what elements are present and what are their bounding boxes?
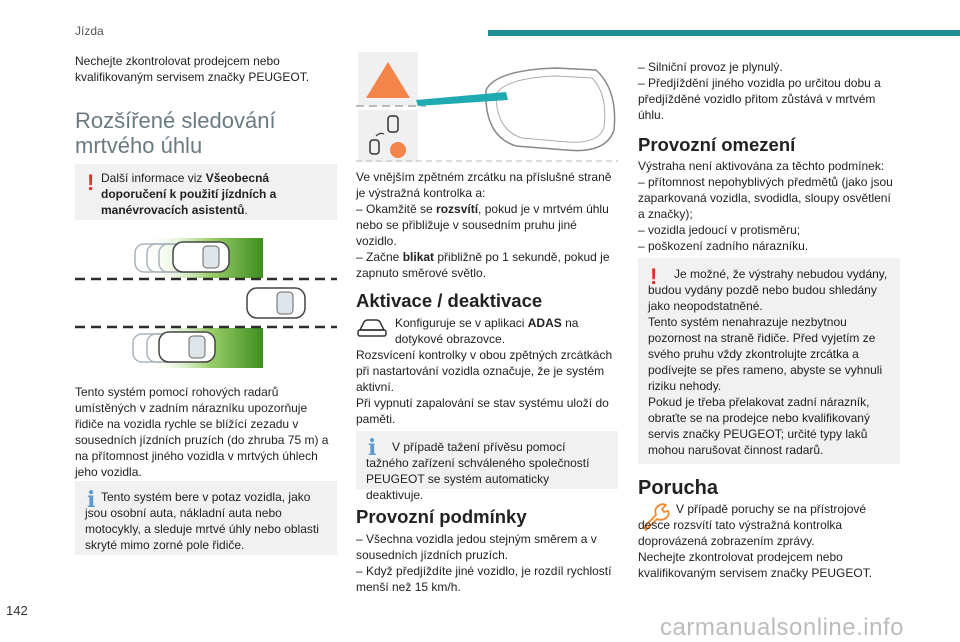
system-description: Tento systém pomocí rohových radarů umístěných v zadním nárazníku upozorňuje řidiče na vozidla rychle se blížící zezadu v sousedních jízdních pruzích (do zhruba 75 m) a na přítomnost jiného vozidla v mrtvých úhlech jeho vozidla. [75, 385, 329, 479]
config-text: Konfiguruje se v aplikaci ADAS na dotykové obrazovce. [395, 316, 579, 346]
blind-spot-illustration [75, 236, 337, 372]
exclamation-icon: ! [650, 264, 658, 289]
fault-text: V případě poruchy se na přístrojové desce rozsvítí tato výstražná kontrolka doprovázená zobrazením zprávy. [638, 502, 867, 548]
limit-1: – přítomnost nepohyblivých předmětů (jako jsou zaparkovaná vozidla, svodidla, sloupy osvětlení a značky); [638, 175, 893, 221]
exclamation-icon: ! [87, 170, 95, 195]
condition-3: – Silniční provoz je plynulý. [638, 60, 783, 74]
heading-activation: Aktivace / deaktivace [356, 290, 543, 311]
list-item-blinks: – Začne blikat přibližně po 1 sekundě, pokud je zapnuto směrové světlo. [356, 250, 610, 280]
running-header: Jízda [75, 24, 104, 38]
condition-1: – Všechna vozidla jedou stejným směrem a v sousedních jízdních pruzích. [356, 532, 597, 562]
condition-2: – Když předjíždíte jiné vozidlo, je rozdíl rychlostí menší než 15 km/h. [356, 564, 612, 594]
watermark: carmanualsonline.info [660, 614, 904, 641]
towing-info-box: i V případě tažení přívěsu pomocí tažného zařízení schváleného společností PEUGEOT se systém automaticky deaktivuje. [356, 431, 618, 489]
warning-box [75, 164, 337, 220]
car-front-icon [356, 316, 388, 340]
limit-2: – vozidla jedoucí v protisměru; [638, 223, 801, 237]
condition-4: – Předjíždění jiného vozidla po určitou dobu a předjížděné vozidlo přitom zůstává v mrtvém úhlu. [638, 76, 881, 122]
heading-fault: Porucha [638, 477, 719, 499]
activation-text: Rozsvícení kontrolky v obou zpětných zrcátkách při nastartování vozidla označuje, že je systém aktivní. [356, 348, 613, 394]
header-accent-bar [488, 30, 960, 36]
page-title: Rozšířené sledování mrtvého úhlu [75, 108, 276, 158]
intro-text: Nechejte zkontrolovat prodejcem nebo kvalifikovaným servisem značky PEUGEOT. [75, 54, 310, 84]
limits-intro: Výstraha není aktivována za těchto podmínek: [638, 159, 885, 173]
mirror-text: Ve vnějším zpětném zrcátku na příslušné straně je výstražná kontrolka a: [356, 170, 612, 200]
limit-3: – poškození zadního nárazníku. [638, 239, 809, 253]
fault-advice: Nechejte zkontrolovat prodejcem nebo kvalifikovaným servisem značky PEUGEOT. [638, 550, 873, 580]
memory-text: Při vypnutí zapalování se stav systému uloží do paměti. [356, 396, 609, 426]
side-mirror-illustration [356, 50, 618, 164]
warning-text: Další informace viz Všeobecná doporučení k použití jízdních a manévrovacích asistentů. [101, 171, 277, 217]
heading-limits: Provozní omezení [638, 134, 796, 155]
info-icon: i [368, 435, 377, 461]
info-icon: i [87, 487, 96, 513]
info-box: i Tento systém bere v potaz vozidla, jako jsou osobní auta, nákladní auta nebo motocykly, a sleduje mrtvé úhly nebo oblasti skryté mimo zorné pole řidiče. [75, 481, 337, 555]
limits-warning-box: ! Je možné, že výstrahy nebudou vydány, budou vydány pozdě nebo budou shledány jako neopodstatněné. Tento systém nenahrazuje nezbytnou pozornost na straně řidiče. Před vyjetím ze svého pruhu vždy zkontrolujte zrcátka a podívejte se přes rameno, abyste se vyhnuli riziku nehody. Pokud je třeba přelakovat zadní nárazník, obraťte se na prodejce nebo kvalifikovaný servis značky PEUGEOT; určité typy laků mohou narušovat činnost radarů. [638, 258, 900, 464]
heading-conditions: Provozní podmínky [356, 506, 527, 527]
list-item-lights: – Okamžitě se rozsvítí, pokud je v mrtvém úhlu nebo se přibližuje v sousedním pruhu jiné vozidlo. [356, 202, 609, 248]
page-number: 142 [6, 603, 28, 618]
